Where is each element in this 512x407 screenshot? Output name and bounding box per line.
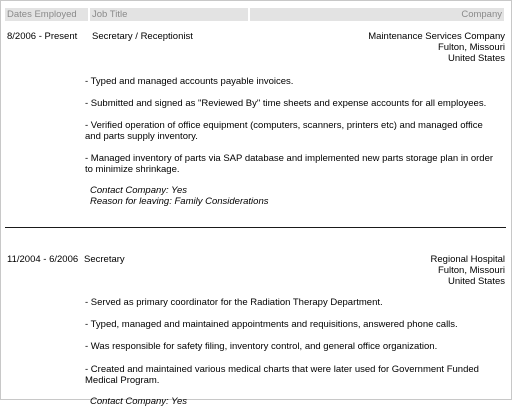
job-title: Secretary	[84, 254, 125, 265]
job-dates: 11/2004 - 6/2006	[7, 254, 79, 265]
duty-item: - Typed, managed and maintained appointments and requisitions, answered phone calls.	[85, 319, 458, 330]
company-name: Maintenance Services Company	[368, 31, 505, 42]
duty-item: - Managed inventory of parts via SAP database and implemented new parts storage plan in order to minimize shrinkage.	[85, 153, 494, 175]
contact-company: Contact Company: Yes	[90, 185, 187, 196]
job-dates: 8/2006 - Present	[7, 31, 78, 42]
contact-company: Contact Company: Yes	[90, 396, 187, 407]
duty-item: - Typed and managed accounts payable invoices.	[85, 76, 294, 87]
header-dates-employed: Dates Employed	[5, 8, 88, 21]
duty-item: - Verified operation of office equipment (computers, scanners, printers etc) and managed office and parts supply inventory.	[85, 120, 483, 142]
duty-item: - Was responsible for safety filing, inventory control, and general office organization.	[85, 341, 438, 352]
reason-for-leaving: Reason for leaving: Family Considerations	[90, 196, 269, 207]
company-country: United States	[447, 276, 505, 287]
duty-item: - Served as primary coordinator for the Radiation Therapy Department.	[85, 297, 383, 308]
company-city: Fulton, Missouri	[437, 42, 505, 53]
company-country: United States	[447, 53, 505, 64]
duty-item: - Created and maintained various medical charts that were later used for Government Funded Medical Program.	[85, 364, 479, 386]
company-name: Regional Hospital	[430, 254, 505, 265]
job-title: Secretary / Receptionist	[92, 31, 193, 42]
section-divider	[5, 227, 506, 228]
column-header-bar	[5, 8, 504, 21]
job-company	[431, 254, 505, 287]
header-job-title: Job Title	[90, 8, 248, 21]
duty-item: - Submitted and signed as "Reviewed By" time sheets and expense accounts for all employees.	[85, 98, 487, 109]
job-company	[368, 31, 505, 64]
company-city: Fulton, Missouri	[437, 265, 505, 276]
header-company: Company	[250, 8, 504, 21]
